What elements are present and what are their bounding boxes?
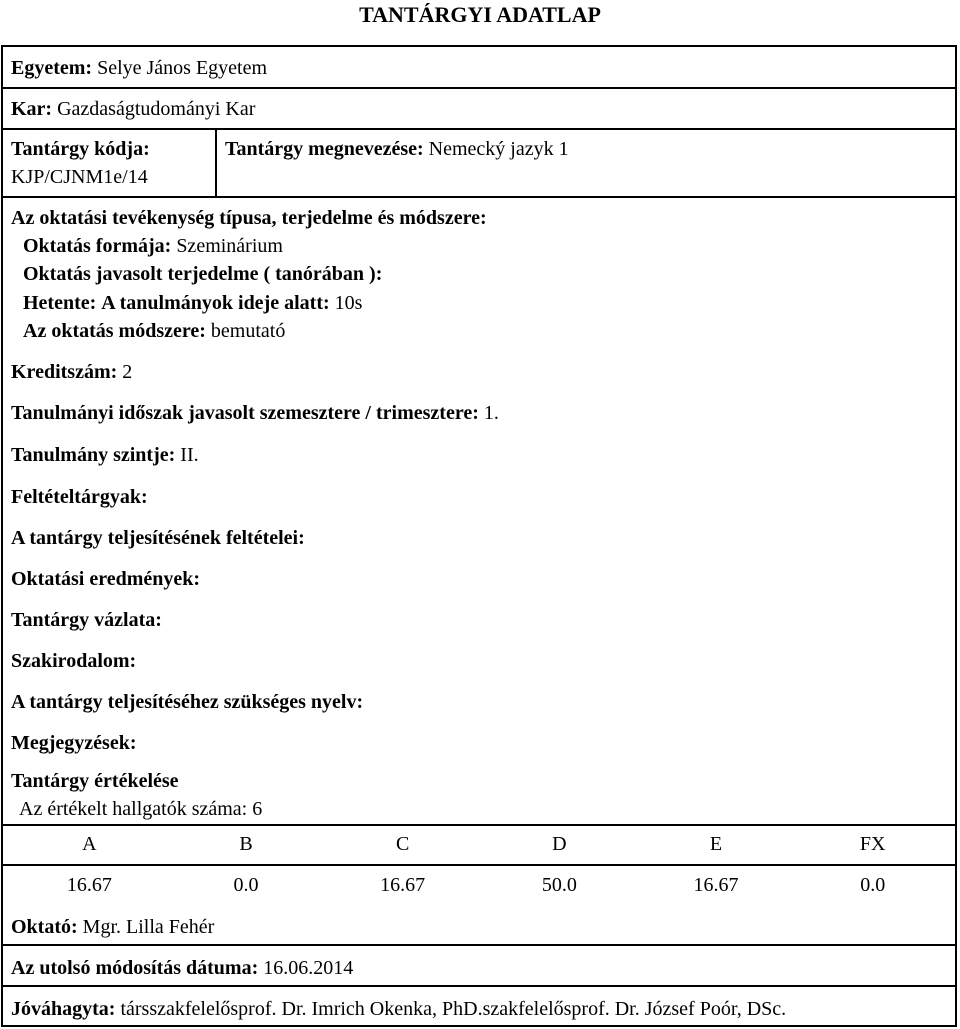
approved-value: társszakfelelősprof. Dr. Imrich Okenka, PhD.szakfelelősprof. Dr. József Poór, DSc. (120, 998, 787, 1020)
course-name-row (225, 137, 569, 161)
activity-method-row (23, 319, 285, 343)
course-name-label: Tantárgy megnevezése: (225, 138, 424, 160)
semester-label: Tanulmányi időszak javasolt szemesztere / trimesztere: (11, 402, 479, 424)
university-value: Selye János Egyetem (97, 57, 268, 79)
course-name-value: Nemecký jazyk 1 (428, 138, 569, 160)
grade-table-divider (3, 864, 955, 866)
activity-heading: Az oktatási tevékenység típusa, terjedelme és módszere: (11, 207, 487, 229)
activity-form-row (23, 234, 283, 258)
divider (3, 87, 955, 89)
credits-value: 2 (122, 361, 133, 383)
period-label: A tanulmányok ideje alatt: (101, 292, 330, 314)
period-value: 10s (334, 292, 363, 314)
credits-label: Kreditszám: (11, 361, 118, 383)
grade-value-cell: 0.0 (233, 874, 259, 896)
grade-header-cell: D (552, 833, 567, 855)
document-title: TANTÁRGYI ADATLAP (359, 2, 601, 27)
course-code-label: Tantárgy kódja: (11, 138, 150, 160)
outline-label: Tantárgy vázlata: (11, 609, 162, 631)
method-value: bemutató (210, 320, 286, 342)
grade-value-cell: 16.67 (66, 874, 112, 896)
level-label: Tanulmány szintje: (11, 444, 176, 466)
teacher-label: Oktató: (11, 916, 78, 938)
approved-label: Jóváhagyta: (11, 998, 116, 1020)
evaluated-students-row (19, 797, 262, 821)
last-modified-value: 16.06.2014 (263, 957, 354, 979)
semester-value: 1. (483, 402, 499, 424)
divider (3, 196, 955, 198)
grade-value-cell: 0.0 (860, 874, 886, 896)
teacher-row (11, 915, 214, 939)
grade-header-cell: E (709, 833, 723, 855)
credits-row (11, 360, 132, 384)
activity-hours-row (23, 291, 362, 315)
teacher-value: Mgr. Lilla Fehér (82, 916, 215, 938)
completion-conditions-label: A tantárgy teljesítésének feltételei: (11, 527, 305, 549)
faculty-value: Gazdaságtudományi Kar (57, 98, 256, 120)
grade-header-cell: A (82, 833, 97, 855)
university-label: Egyetem: (11, 57, 93, 79)
faculty-row (11, 97, 255, 121)
last-modified-row (11, 956, 353, 980)
course-code-value: KJP/CJNM1e/14 (11, 166, 148, 188)
language-label: A tantárgy teljesítéséhez szükséges nyelv: (11, 691, 364, 713)
activity-form-label: Oktatás formája: (23, 235, 172, 257)
divider (3, 944, 955, 946)
university-row (11, 56, 267, 80)
notes-label: Megjegyzések: (11, 732, 137, 754)
divider (3, 985, 955, 987)
activity-scope-label: Oktatás javasolt terjedelme ( tanórában ): (23, 263, 383, 285)
grade-value-cell: 50.0 (541, 874, 577, 896)
faculty-label: Kar: (11, 98, 53, 120)
grade-header-cell: FX (859, 833, 886, 855)
evaluated-students-label: Az értékelt hallgatók száma: (19, 798, 248, 820)
last-modified-label: Az utolsó módosítás dátuma: (11, 957, 259, 979)
divider-vertical (215, 128, 217, 196)
semester-row (11, 401, 499, 425)
grade-value-cell: 16.67 (693, 874, 739, 896)
weekly-label: Hetente: (23, 292, 97, 314)
grade-value-cell: 16.67 (380, 874, 426, 896)
activity-form-value: Szeminárium (176, 235, 283, 257)
data-sheet (1, 45, 957, 1027)
outcomes-label: Oktatási eredmények: (11, 568, 201, 590)
grade-header-cell: C (396, 833, 410, 855)
literature-label: Szakirodalom: (11, 650, 137, 672)
evaluation-heading: Tantárgy értékelése (11, 770, 179, 792)
prerequisites-label: Feltételtárgyak: (11, 486, 148, 508)
method-label: Az oktatás módszere: (23, 320, 206, 342)
evaluated-students-value: 6 (252, 798, 263, 820)
grade-header-row (11, 827, 951, 861)
level-row (11, 443, 199, 467)
grade-header-cell: B (239, 833, 253, 855)
level-value: II. (180, 444, 199, 466)
divider (3, 128, 955, 130)
grade-values-row (11, 868, 951, 902)
grade-table-top-border (3, 824, 955, 826)
approved-row (11, 997, 786, 1021)
